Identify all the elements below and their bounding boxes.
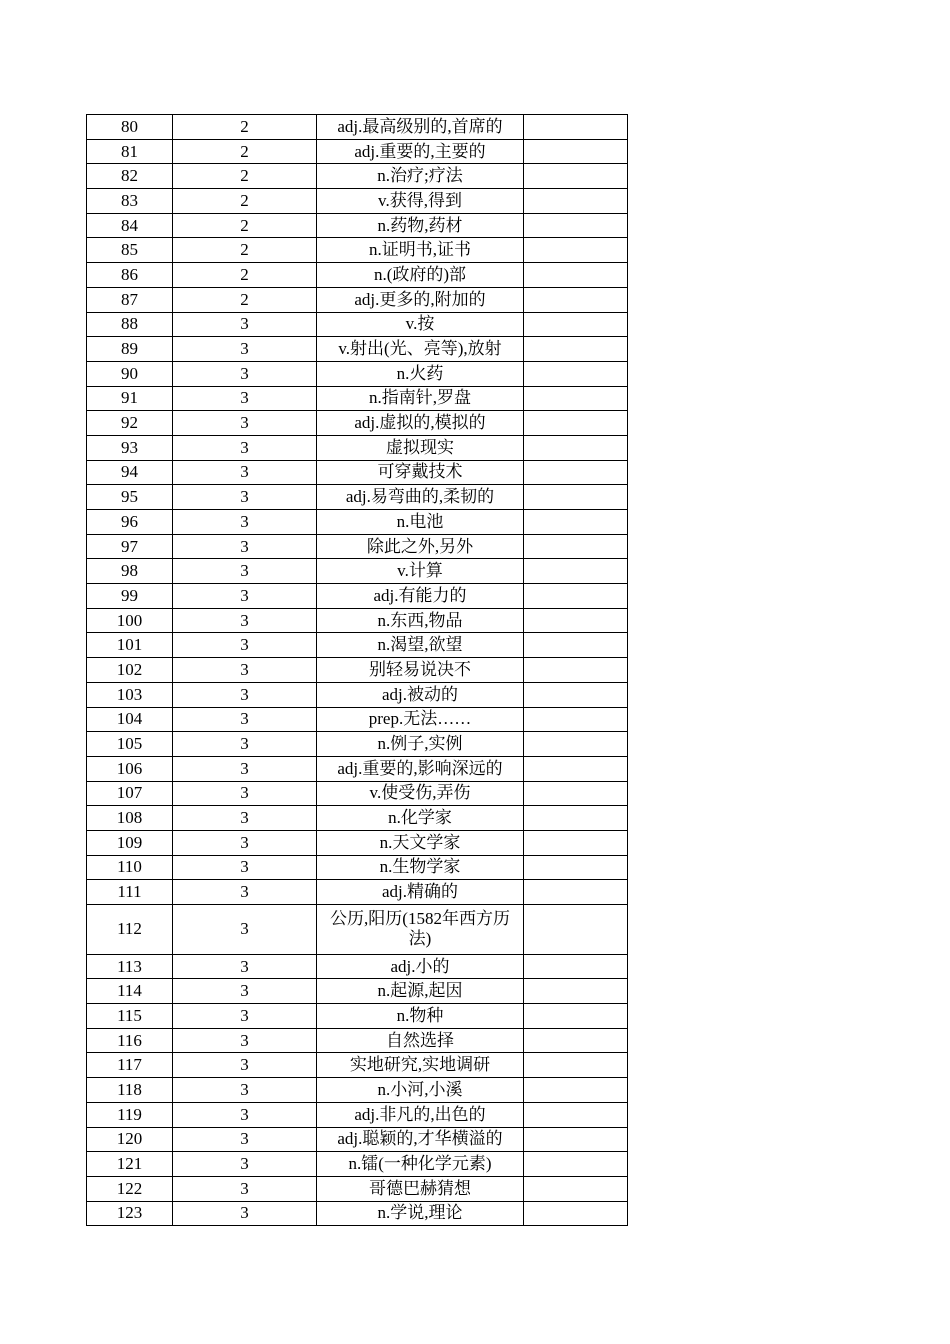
blank-cell — [524, 732, 628, 757]
unit-cell: 3 — [173, 559, 317, 584]
unit-cell: 3 — [173, 1152, 317, 1177]
unit-cell: 3 — [173, 1102, 317, 1127]
unit-cell: 2 — [173, 164, 317, 189]
blank-cell — [524, 756, 628, 781]
meaning-cell: n.证明书,证书 — [317, 238, 524, 263]
number-cell: 105 — [87, 732, 173, 757]
unit-cell: 3 — [173, 1028, 317, 1053]
number-cell: 84 — [87, 213, 173, 238]
meaning-cell: adj.被动的 — [317, 682, 524, 707]
unit-cell: 3 — [173, 633, 317, 658]
meaning-cell: v.计算 — [317, 559, 524, 584]
unit-cell: 2 — [173, 238, 317, 263]
unit-cell: 3 — [173, 682, 317, 707]
unit-cell: 3 — [173, 1004, 317, 1029]
meaning-cell: 公历,阳历(1582年西方历法) — [317, 905, 524, 955]
number-cell: 116 — [87, 1028, 173, 1053]
table-row — [87, 559, 628, 584]
number-cell: 109 — [87, 830, 173, 855]
number-cell: 117 — [87, 1053, 173, 1078]
number-cell: 89 — [87, 337, 173, 362]
table-row — [87, 608, 628, 633]
unit-cell: 3 — [173, 905, 317, 955]
blank-cell — [524, 880, 628, 905]
unit-cell: 3 — [173, 880, 317, 905]
meaning-cell: n.电池 — [317, 510, 524, 535]
blank-cell — [524, 213, 628, 238]
table-row — [87, 337, 628, 362]
unit-cell: 3 — [173, 658, 317, 683]
unit-cell: 3 — [173, 460, 317, 485]
number-cell: 118 — [87, 1078, 173, 1103]
meaning-cell: 可穿戴技术 — [317, 460, 524, 485]
unit-cell: 3 — [173, 485, 317, 510]
meaning-cell: adj.重要的,影响深远的 — [317, 756, 524, 781]
unit-cell: 2 — [173, 139, 317, 164]
meaning-cell: 虚拟现实 — [317, 435, 524, 460]
table-row — [87, 1053, 628, 1078]
table-row — [87, 1201, 628, 1226]
table-row — [87, 830, 628, 855]
unit-cell: 3 — [173, 386, 317, 411]
table-row — [87, 781, 628, 806]
table-row — [87, 954, 628, 979]
meaning-cell: prep.无法…… — [317, 707, 524, 732]
meaning-cell: n.生物学家 — [317, 855, 524, 880]
table-row — [87, 213, 628, 238]
table-row — [87, 115, 628, 140]
number-cell: 101 — [87, 633, 173, 658]
blank-cell — [524, 534, 628, 559]
blank-cell — [524, 1127, 628, 1152]
number-cell: 103 — [87, 682, 173, 707]
unit-cell: 3 — [173, 411, 317, 436]
table-row — [87, 238, 628, 263]
meaning-cell: adj.最高级别的,首席的 — [317, 115, 524, 140]
number-cell: 100 — [87, 608, 173, 633]
meaning-cell: adj.非凡的,出色的 — [317, 1102, 524, 1127]
blank-cell — [524, 707, 628, 732]
blank-cell — [524, 361, 628, 386]
blank-cell — [524, 460, 628, 485]
blank-cell — [524, 1176, 628, 1201]
number-cell: 106 — [87, 756, 173, 781]
blank-cell — [524, 189, 628, 214]
meaning-cell: v.使受伤,弄伤 — [317, 781, 524, 806]
blank-cell — [524, 1004, 628, 1029]
meaning-cell: n.例子,实例 — [317, 732, 524, 757]
blank-cell — [524, 905, 628, 955]
table-row — [87, 633, 628, 658]
number-cell: 119 — [87, 1102, 173, 1127]
number-cell: 98 — [87, 559, 173, 584]
meaning-cell: n.火药 — [317, 361, 524, 386]
blank-cell — [524, 658, 628, 683]
blank-cell — [524, 1078, 628, 1103]
unit-cell: 3 — [173, 435, 317, 460]
table-row — [87, 979, 628, 1004]
blank-cell — [524, 1152, 628, 1177]
blank-cell — [524, 263, 628, 288]
table-row — [87, 534, 628, 559]
meaning-cell: n.东西,物品 — [317, 608, 524, 633]
unit-cell: 3 — [173, 1176, 317, 1201]
unit-cell: 2 — [173, 115, 317, 140]
table-row — [87, 361, 628, 386]
table-row — [87, 1127, 628, 1152]
table-row — [87, 806, 628, 831]
meaning-cell: adj.精确的 — [317, 880, 524, 905]
unit-cell: 3 — [173, 855, 317, 880]
unit-cell: 3 — [173, 337, 317, 362]
table-row — [87, 139, 628, 164]
unit-cell: 3 — [173, 830, 317, 855]
number-cell: 90 — [87, 361, 173, 386]
meaning-cell: n.天文学家 — [317, 830, 524, 855]
blank-cell — [524, 806, 628, 831]
number-cell: 121 — [87, 1152, 173, 1177]
meaning-cell: adj.更多的,附加的 — [317, 287, 524, 312]
unit-cell: 3 — [173, 979, 317, 1004]
table-row — [87, 287, 628, 312]
meaning-cell: adj.聪颖的,才华横溢的 — [317, 1127, 524, 1152]
table-row — [87, 1102, 628, 1127]
number-cell: 99 — [87, 584, 173, 609]
unit-cell: 2 — [173, 189, 317, 214]
table-row — [87, 584, 628, 609]
table-row — [87, 707, 628, 732]
number-cell: 108 — [87, 806, 173, 831]
blank-cell — [524, 1102, 628, 1127]
blank-cell — [524, 830, 628, 855]
blank-cell — [524, 781, 628, 806]
number-cell: 94 — [87, 460, 173, 485]
number-cell: 87 — [87, 287, 173, 312]
table-row — [87, 1078, 628, 1103]
number-cell: 123 — [87, 1201, 173, 1226]
meaning-cell: adj.重要的,主要的 — [317, 139, 524, 164]
meaning-cell: 自然选择 — [317, 1028, 524, 1053]
number-cell: 82 — [87, 164, 173, 189]
number-cell: 107 — [87, 781, 173, 806]
blank-cell — [524, 337, 628, 362]
number-cell: 88 — [87, 312, 173, 337]
meaning-cell: adj.虚拟的,模拟的 — [317, 411, 524, 436]
table-row — [87, 386, 628, 411]
meaning-cell: 除此之外,另外 — [317, 534, 524, 559]
number-cell: 95 — [87, 485, 173, 510]
table-row — [87, 855, 628, 880]
meaning-cell: n.学说,理论 — [317, 1201, 524, 1226]
blank-cell — [524, 682, 628, 707]
meaning-cell: adj.小的 — [317, 954, 524, 979]
table-row — [87, 1176, 628, 1201]
unit-cell: 3 — [173, 732, 317, 757]
blank-cell — [524, 386, 628, 411]
meaning-cell: n.镭(一种化学元素) — [317, 1152, 524, 1177]
unit-cell: 3 — [173, 510, 317, 535]
table-row — [87, 460, 628, 485]
meaning-cell: n.药物,药材 — [317, 213, 524, 238]
table-row — [87, 510, 628, 535]
meaning-cell: n.渴望,欲望 — [317, 633, 524, 658]
unit-cell: 3 — [173, 608, 317, 633]
vocabulary-table-body — [87, 115, 628, 1226]
meaning-cell: n.指南针,罗盘 — [317, 386, 524, 411]
number-cell: 80 — [87, 115, 173, 140]
number-cell: 97 — [87, 534, 173, 559]
number-cell: 104 — [87, 707, 173, 732]
number-cell: 110 — [87, 855, 173, 880]
unit-cell: 3 — [173, 756, 317, 781]
blank-cell — [524, 979, 628, 1004]
blank-cell — [524, 115, 628, 140]
blank-cell — [524, 139, 628, 164]
blank-cell — [524, 485, 628, 510]
table-row — [87, 905, 628, 955]
unit-cell: 2 — [173, 263, 317, 288]
table-row — [87, 756, 628, 781]
unit-cell: 3 — [173, 584, 317, 609]
blank-cell — [524, 1201, 628, 1226]
blank-cell — [524, 287, 628, 312]
blank-cell — [524, 855, 628, 880]
meaning-cell: 别轻易说决不 — [317, 658, 524, 683]
meaning-cell: 哥德巴赫猜想 — [317, 1176, 524, 1201]
vocabulary-table — [86, 114, 628, 1226]
blank-cell — [524, 435, 628, 460]
number-cell: 113 — [87, 954, 173, 979]
number-cell: 83 — [87, 189, 173, 214]
meaning-cell: n.小河,小溪 — [317, 1078, 524, 1103]
number-cell: 112 — [87, 905, 173, 955]
number-cell: 81 — [87, 139, 173, 164]
table-row — [87, 1152, 628, 1177]
unit-cell: 3 — [173, 806, 317, 831]
table-row — [87, 312, 628, 337]
number-cell: 114 — [87, 979, 173, 1004]
unit-cell: 3 — [173, 1053, 317, 1078]
blank-cell — [524, 584, 628, 609]
blank-cell — [524, 559, 628, 584]
table-row — [87, 263, 628, 288]
unit-cell: 3 — [173, 781, 317, 806]
unit-cell: 3 — [173, 954, 317, 979]
unit-cell: 3 — [173, 1201, 317, 1226]
meaning-cell: adj.有能力的 — [317, 584, 524, 609]
meaning-cell: adj.易弯曲的,柔韧的 — [317, 485, 524, 510]
meaning-cell: n.起源,起因 — [317, 979, 524, 1004]
meaning-cell: n.化学家 — [317, 806, 524, 831]
table-row — [87, 1028, 628, 1053]
number-cell: 96 — [87, 510, 173, 535]
meaning-cell: v.射出(光、亮等),放射 — [317, 337, 524, 362]
meaning-cell: n.物种 — [317, 1004, 524, 1029]
meaning-cell: n.(政府的)部 — [317, 263, 524, 288]
table-row — [87, 1004, 628, 1029]
unit-cell: 3 — [173, 312, 317, 337]
table-row — [87, 682, 628, 707]
blank-cell — [524, 238, 628, 263]
meaning-cell: v.按 — [317, 312, 524, 337]
blank-cell — [524, 608, 628, 633]
number-cell: 102 — [87, 658, 173, 683]
blank-cell — [524, 954, 628, 979]
blank-cell — [524, 633, 628, 658]
unit-cell: 3 — [173, 534, 317, 559]
blank-cell — [524, 164, 628, 189]
number-cell: 86 — [87, 263, 173, 288]
number-cell: 115 — [87, 1004, 173, 1029]
table-row — [87, 658, 628, 683]
number-cell: 111 — [87, 880, 173, 905]
number-cell: 93 — [87, 435, 173, 460]
table-row — [87, 411, 628, 436]
number-cell: 120 — [87, 1127, 173, 1152]
meaning-cell: v.获得,得到 — [317, 189, 524, 214]
blank-cell — [524, 1053, 628, 1078]
number-cell: 91 — [87, 386, 173, 411]
unit-cell: 3 — [173, 1127, 317, 1152]
table-row — [87, 164, 628, 189]
meaning-cell: n.治疗;疗法 — [317, 164, 524, 189]
meaning-cell: 实地研究,实地调研 — [317, 1053, 524, 1078]
unit-cell: 2 — [173, 287, 317, 312]
unit-cell: 3 — [173, 707, 317, 732]
blank-cell — [524, 312, 628, 337]
table-row — [87, 485, 628, 510]
blank-cell — [524, 411, 628, 436]
blank-cell — [524, 1028, 628, 1053]
table-row — [87, 189, 628, 214]
number-cell: 92 — [87, 411, 173, 436]
table-row — [87, 435, 628, 460]
number-cell: 122 — [87, 1176, 173, 1201]
unit-cell: 3 — [173, 361, 317, 386]
unit-cell: 3 — [173, 1078, 317, 1103]
table-row — [87, 880, 628, 905]
number-cell: 85 — [87, 238, 173, 263]
blank-cell — [524, 510, 628, 535]
unit-cell: 2 — [173, 213, 317, 238]
table-row — [87, 732, 628, 757]
